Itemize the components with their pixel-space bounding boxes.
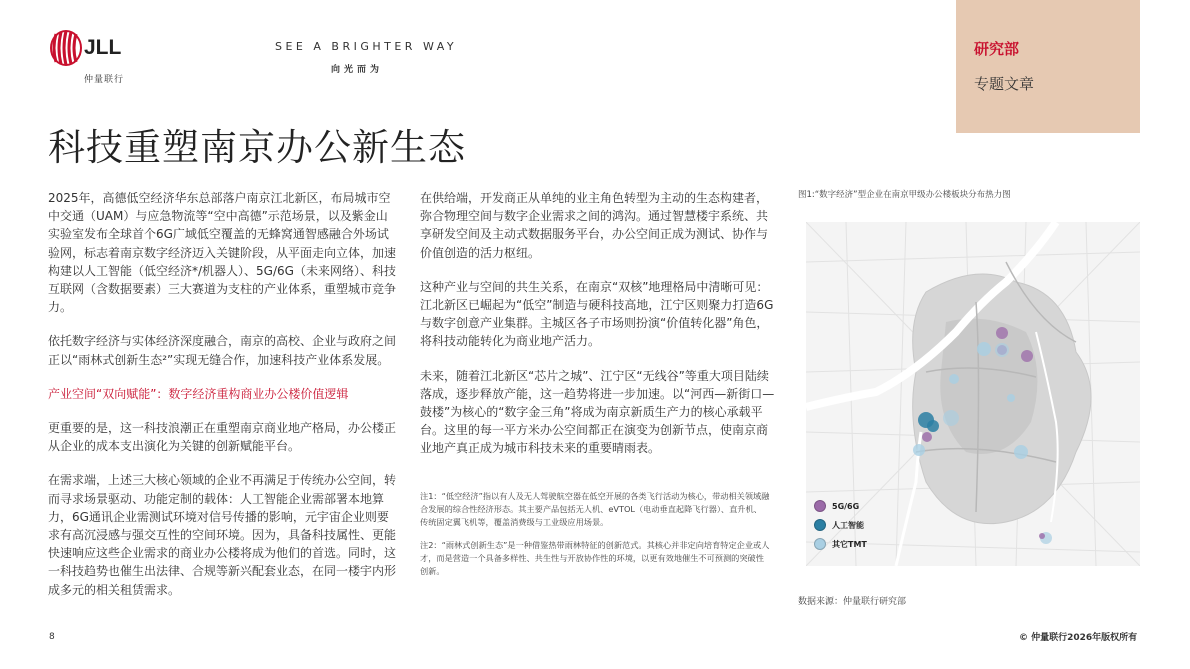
footnotes xyxy=(420,490,770,588)
section-label: 研究部 xyxy=(974,40,1020,58)
legend-item xyxy=(814,500,867,512)
map-legend xyxy=(814,500,867,557)
paragraph: 在需求端，上述三大核心领域的企业不再满足于传统办公空间，转而寻求场景驱动、功能定制的载体：人工智能企业需部署本地算力，6G通讯企业需测试环境对信号传播的影响，元宇宙企业则要求有高沉浸感与强交互性的空间环境。因为，具备科技属性、更能快速响应这些企业需求的商业办公楼将成为他们的首选。同时，这一科技趋势也催生出法律、合规等新兴配套业态，在同一楼宇内形成多元的相关租赁需求。 xyxy=(48,473,397,597)
jll-logo-icon xyxy=(50,30,82,66)
tagline: SEE A BRIGHTER WAY xyxy=(275,40,458,53)
subheading: 产业空间“双向赋能”：数字经济重构商业办公楼价值逻辑 xyxy=(48,386,349,401)
footnote-2: 注2：“雨林式创新生态”是一种借鉴热带雨林特征的创新范式。其核心并非定向培育特定企业或人才，而是营造一个具备多样性、共生性与开放协作性的环境，以更有效地催生不可预测的突破性创新。 xyxy=(420,540,770,576)
paragraph: 更重要的是，这一科技浪潮正在重塑南京商业地产格局，办公楼正从企业的成本支出演化为关键的创新赋能平台。 xyxy=(48,421,397,454)
jll-logo xyxy=(50,30,130,85)
paragraph: 这种产业与空间的共生关系，在南京“双核”地理格局中清晰可见：江北新区已崛起为“低空”制造与硬科技高地，江宁区则聚力打造6G与数字创意产业集群。主城区各子市场则扮演“价值转化器”角色，将科技动能转化为商业地产活力。 xyxy=(420,279,774,349)
paragraph: 未来，随着江北新区“芯片之城”、江宁区“无线谷”等重大项目陆续落成，逐步释放产能，这一趋势将进一步加速。以“河西—新街口—鼓楼”为核心的“数字金三角”将成为南京新质生产力的核心承载平台。这里的每一平方米办公空间都正在演变为创新节点，使南京商业地产真正成为城市科技未来的重要晴雨表。 xyxy=(420,368,775,456)
section-box xyxy=(956,0,1140,133)
legend-dot-icon xyxy=(814,519,826,531)
legend-item xyxy=(814,519,867,531)
page-number: 8 xyxy=(49,632,55,642)
legend-label: 其它TMT xyxy=(832,539,867,549)
figure-caption: 图1:“数字经济”型企业在南京甲级办公楼板块分布热力图 xyxy=(798,190,1011,200)
paragraph: 2025年，高德低空经济华东总部落户南京江北新区，布局城市空中交通（UAM）与应急物流等“空中高德”示范场景，以及紫金山实验室发布全球首个6G广域低空覆盖的无蜂窝通智感融合外场试验网，标志着南京数字经济迈入关键阶段，从平面走向立体，加速构建以人工智能（低空经济*/机器人）、5G/6G（未来网络）、科技互联网（含数据要素）三大赛道为支柱的产业体系，重塑城市竞争力。 xyxy=(48,191,397,315)
heatmap-figure xyxy=(806,222,1140,566)
legend-dot-icon xyxy=(814,538,826,550)
logo-chinese-name: 仲量联行 xyxy=(84,75,125,85)
paragraph: 在供给端，开发商正从单纯的业主角色转型为主动的生态构建者，弥合物理空间与数字企业需求之间的鸿沟。通过智慧楼宇系统、共享研发空间及主动式数据服务平台，办公空间正成为测试、协作与价值创造的活力枢纽。 xyxy=(420,191,769,260)
legend-label: 人工智能 xyxy=(832,520,864,530)
text-column-left xyxy=(48,189,398,615)
text-column-middle xyxy=(420,189,775,474)
logo-text: JLL xyxy=(84,36,122,59)
document-type: 专题文章 xyxy=(974,75,1035,93)
tagline-chinese: 向光而为 xyxy=(331,65,384,75)
legend-dot-icon xyxy=(814,500,826,512)
legend-label: 5G/6G xyxy=(832,501,860,511)
legend-item xyxy=(814,538,867,550)
figure-source: 数据来源：仲量联行研究部 xyxy=(798,597,907,607)
paragraph: 依托数字经济与实体经济深度融合，南京的高校、企业与政府之间正以“雨林式创新生态²”实现无缝合作，加速科技产业体系发展。 xyxy=(48,334,397,367)
page-title: 科技重塑南京办公新生态 xyxy=(48,126,466,169)
copyright: © 仲量联行2026年版权所有 xyxy=(1019,633,1138,643)
footnote-1: 注1：“低空经济”指以有人及无人驾驶航空器在低空开展的各类飞行活动为核心，带动相关领域融合发展的综合性经济形态。其主要产品包括无人机、eVTOL（电动垂直起降飞行器）、直升机、传统固定翼飞机等，覆盖消费级与工业级应用场景。 xyxy=(420,491,770,527)
